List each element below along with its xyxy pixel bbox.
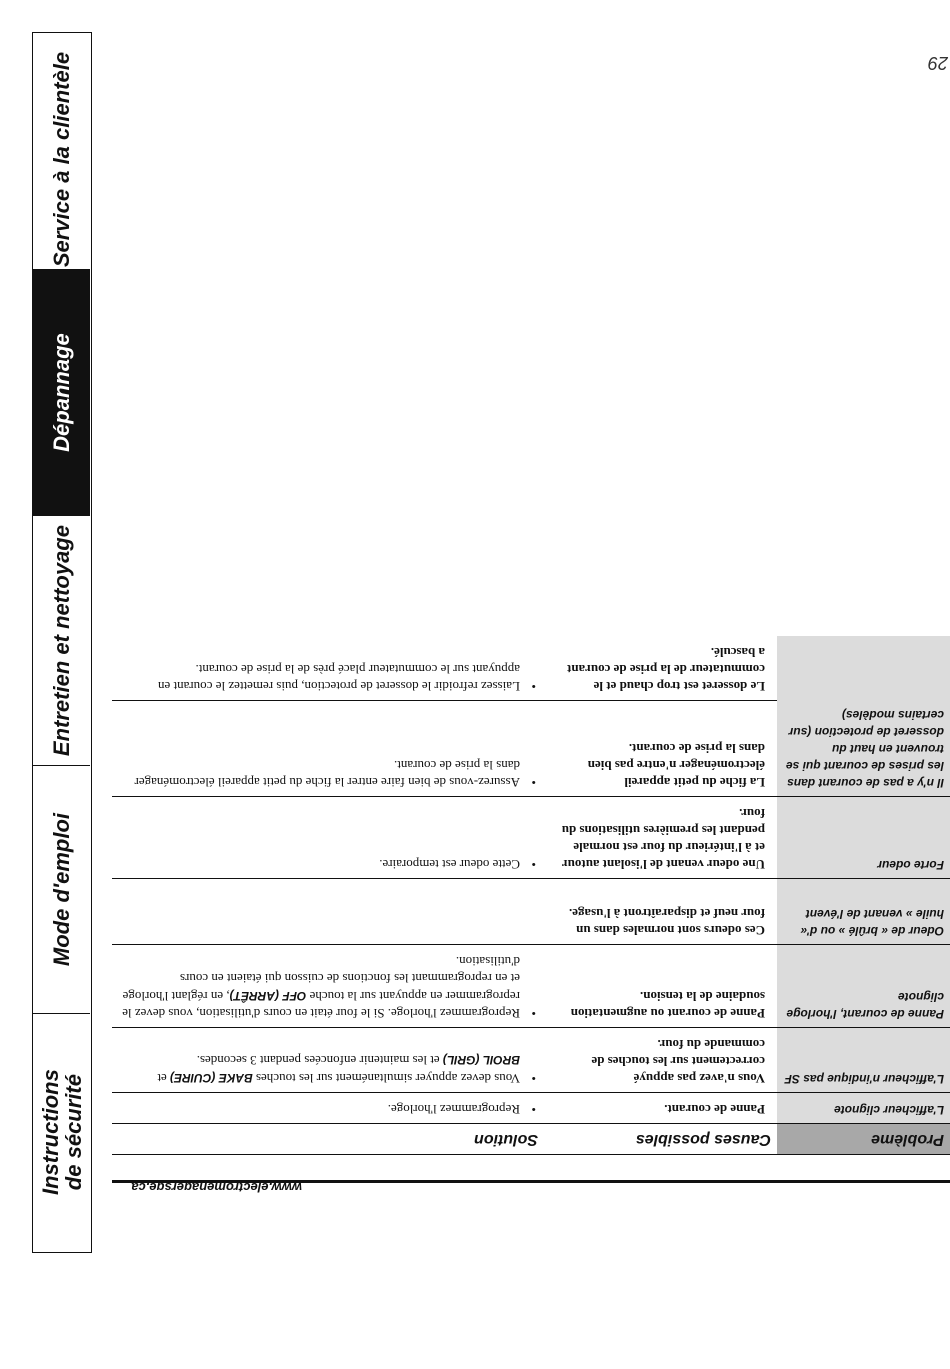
- tab-label: [38, 1070, 84, 1196]
- bullet-icon: •: [531, 857, 536, 872]
- solution-text-part: Vous devez appuyer simultanément sur les touches: [252, 1071, 520, 1086]
- header-solution: Solution: [112, 1124, 544, 1155]
- tab-label: Mode d'emploi: [48, 812, 74, 967]
- divider: [112, 1180, 950, 1183]
- problem-cell: Panne de courant, l'horloge clignote: [777, 945, 950, 1028]
- tab-entretien-nettoyage[interactable]: [33, 515, 90, 765]
- table-row: [112, 797, 950, 879]
- tab-label: Service à la clientèle: [48, 52, 74, 268]
- bullet-icon: •: [531, 679, 536, 695]
- cause-cell: Le dosseret est trop chaud et le commutateur de la prise de courant a basculé.: [567, 645, 765, 695]
- problem-cell: Odeur de « brûlé » ou d'« huile » venant de l'évent: [777, 879, 950, 945]
- table-row: [112, 701, 950, 797]
- page-number: 29: [928, 53, 949, 73]
- tab-label-line-2: de sécurité: [60, 1074, 86, 1191]
- bullet-icon: •: [531, 1071, 536, 1086]
- problem-cell: L'afficheur n'indique pas SF: [777, 1028, 950, 1093]
- table-row: [112, 637, 950, 702]
- off-key-label: OFF (ARRÊT): [229, 989, 307, 1003]
- solution-text: Laissez refroidir le dosseret de protection, puis remettez le courant en appuyant sur le commutateur placé près de la prise de courant.: [157, 662, 520, 695]
- side-tabs: [32, 32, 92, 1253]
- cause-cell: Panne de courant ou augmentation soudaine de la tension.: [544, 945, 777, 1028]
- tab-service-clientele[interactable]: [33, 33, 90, 287]
- solution-cell: [112, 637, 544, 702]
- header-problem: Problème: [777, 1124, 950, 1155]
- troubleshooting-table: [112, 637, 950, 1156]
- bake-key-label: BAKE (CUIRE): [170, 1071, 253, 1085]
- tab-label: Entretien et nettoyage: [48, 524, 74, 757]
- problem-cell: L'afficheur clignote: [777, 1093, 950, 1124]
- solution-cell: [112, 1028, 544, 1093]
- table-row: [112, 879, 950, 945]
- problem-cell: Forte odeur: [777, 797, 950, 879]
- tab-depannage[interactable]: [33, 269, 90, 515]
- problem-cell: Il n'y a pas de courant dans les prises de courant qui se trouvent en haut du dosseret de protection (sur certains modèles): [777, 701, 950, 797]
- bullet-icon: •: [531, 1102, 536, 1117]
- table-row: [112, 1093, 950, 1124]
- solution-text-part: et: [157, 1071, 171, 1086]
- solution-text: Cette odeur est temporaire.: [379, 857, 520, 872]
- solution-cell: [112, 1093, 544, 1124]
- solution-text: [120, 953, 520, 1022]
- bullet-icon: •: [531, 1006, 536, 1021]
- tab-label: Dépannage: [48, 333, 74, 452]
- solution-text-part: , en réglant l'horloge et en reprogrammant les fonctions de cuisson qui étaient en cours d'utilisation.: [122, 954, 520, 1004]
- page-content: [112, 30, 950, 1210]
- header-causes: Causes possibles: [544, 1124, 777, 1155]
- cause-cell: Vous n'avez pas appuyé correctement sur les touches de commande du four.: [544, 1028, 777, 1093]
- solution-cell: [112, 879, 544, 945]
- solution-text: [120, 1051, 520, 1087]
- tab-instructions-securite[interactable]: [33, 1013, 90, 1251]
- solution-text: Reprogrammez l'horloge.: [387, 1102, 520, 1117]
- solution-text-part: Reprogrammez l'horloge. Si le four était en cours d'utilisation, vous devez le reprogrammer en appuyant sur la touche: [122, 989, 520, 1021]
- tab-mode-emploi[interactable]: [33, 765, 90, 1013]
- table-row: [112, 945, 950, 1028]
- cause-cell: La fiche du petit appareil électroménager n'entre pas bien dans la prise de courant.: [544, 701, 777, 797]
- solution-cell: [112, 945, 544, 1028]
- cause-cell: Une odeur venant de l'isolant autour et à l'intérieur du four est normale pendant les premières utilisations du four.: [544, 797, 777, 879]
- tab-label-line-1: Instructions: [37, 1069, 63, 1196]
- problem-cell-continued: [777, 637, 950, 702]
- solution-cell: [112, 701, 544, 797]
- solution-text-part: et les maintenir enfoncées pendant 3 secondes.: [196, 1053, 443, 1068]
- cause-cell: Ces odeurs sont normales dans un four neuf et disparaîtront à l'usage.: [544, 879, 777, 945]
- table-row: [112, 1028, 950, 1093]
- broil-key-label: BROIL (GRIL): [442, 1053, 520, 1067]
- cause-cell: Panne de courant.: [544, 1093, 777, 1124]
- solution-text: Assurez-vous de bien faire entrer la fiche du petit appareil électroménager dans la prise de courant.: [134, 758, 520, 790]
- bullet-icon: •: [531, 775, 536, 790]
- table-header-row: [112, 1124, 950, 1155]
- solution-cell: [112, 797, 544, 879]
- website-url: www.electromenagersge.ca: [131, 1180, 302, 1195]
